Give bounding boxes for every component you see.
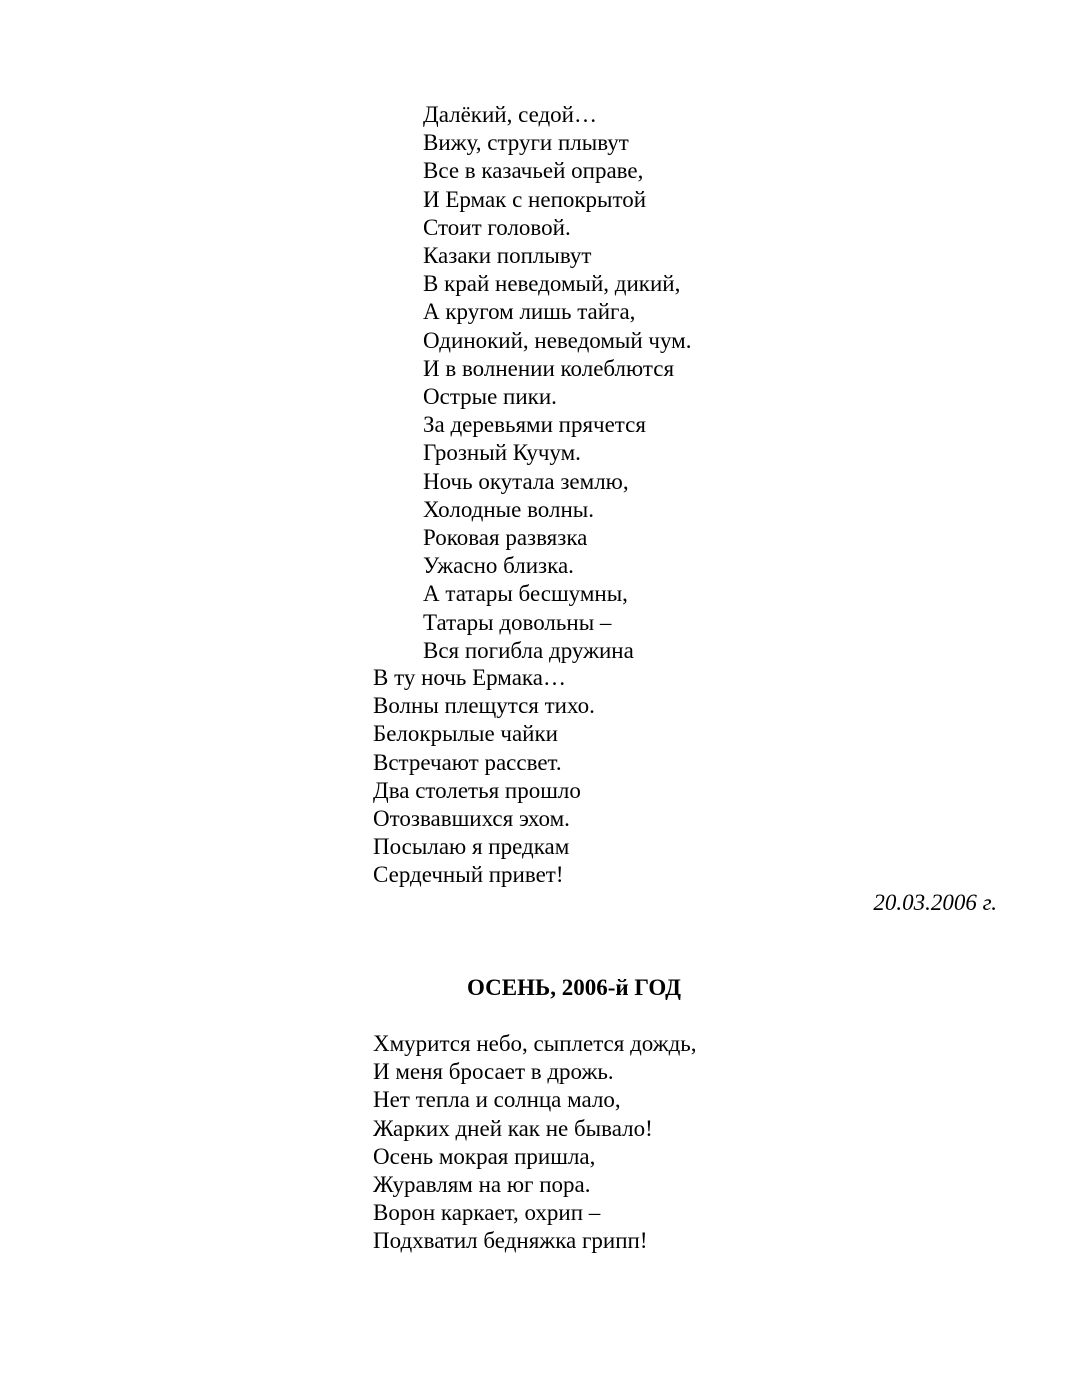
poem-line: Ворон каркает, охрип –: [373, 1200, 601, 1226]
poem-line: Роковая развязка: [423, 525, 588, 551]
poem-line: А кругом лишь тайга,: [423, 299, 636, 325]
poem2-stanza: [373, 1030, 697, 1256]
poem-line: Ночь окутала землю,: [423, 468, 629, 494]
poem-line: Холодные волны.: [423, 496, 594, 522]
poem-line: Все в казачьей оправе,: [423, 158, 644, 184]
poem-line: Журавлям на юг пора.: [373, 1172, 591, 1198]
poem-line: Два столетья прошло: [373, 777, 581, 803]
poem-line: И в волнении колеблются: [423, 355, 675, 381]
poem-line: В ту ночь Ермака…: [373, 665, 566, 690]
poem-line: Подхватил бедняжка грипп!: [373, 1228, 648, 1254]
poem-line: И меня бросает в дрожь.: [373, 1059, 614, 1085]
poem-line: А татары бесшумны,: [423, 581, 628, 607]
poem-line: Стоит головой.: [423, 214, 571, 240]
poem-line: Острые пики.: [423, 384, 557, 410]
poem-line: Далёкий, седой…: [423, 102, 597, 127]
poem-line: За деревьями прячется: [423, 412, 646, 438]
poem1-indented-stanza: [423, 101, 691, 665]
poem-line: Отозвавшихся эхом.: [373, 806, 570, 832]
poem-line: Волны плещутся тихо.: [373, 693, 595, 719]
poem-line: Нет тепла и солнца мало,: [373, 1087, 621, 1113]
poem-line: Встречают рассвет.: [373, 749, 562, 775]
poem-line: В край неведомый, дикий,: [423, 271, 681, 297]
poem-date: 20.03.2006 г.: [873, 890, 997, 915]
poem-line: Казаки поплывут: [423, 243, 592, 269]
poem-line: Грозный Кучум.: [423, 440, 581, 466]
poem-line: Жарких дней как не бывало!: [373, 1115, 653, 1141]
poem-line: Ужасно близка.: [423, 553, 574, 579]
poem-line: Вся погибла дружина: [423, 637, 634, 663]
poem-line: Одинокий, неведомый чум.: [423, 327, 692, 353]
poem-line: Посылаю я предкам: [373, 834, 570, 860]
poem-line: Татары довольны –: [423, 609, 612, 635]
poem-line: Сердечный привет!: [373, 862, 564, 888]
poem-line: Осень мокрая пришла,: [373, 1143, 596, 1169]
poem-line: И Ермак с непокрытой: [423, 186, 647, 212]
poem1-outdented-stanza: [373, 664, 595, 890]
poem-line: Белокрылые чайки: [373, 721, 558, 747]
poem-title: ОСЕНЬ, 2006-й ГОД: [466, 975, 681, 1000]
poem-line: Вижу, струги плывут: [423, 130, 629, 156]
poem-line: Хмурится небо, сыплется дождь,: [373, 1031, 697, 1056]
